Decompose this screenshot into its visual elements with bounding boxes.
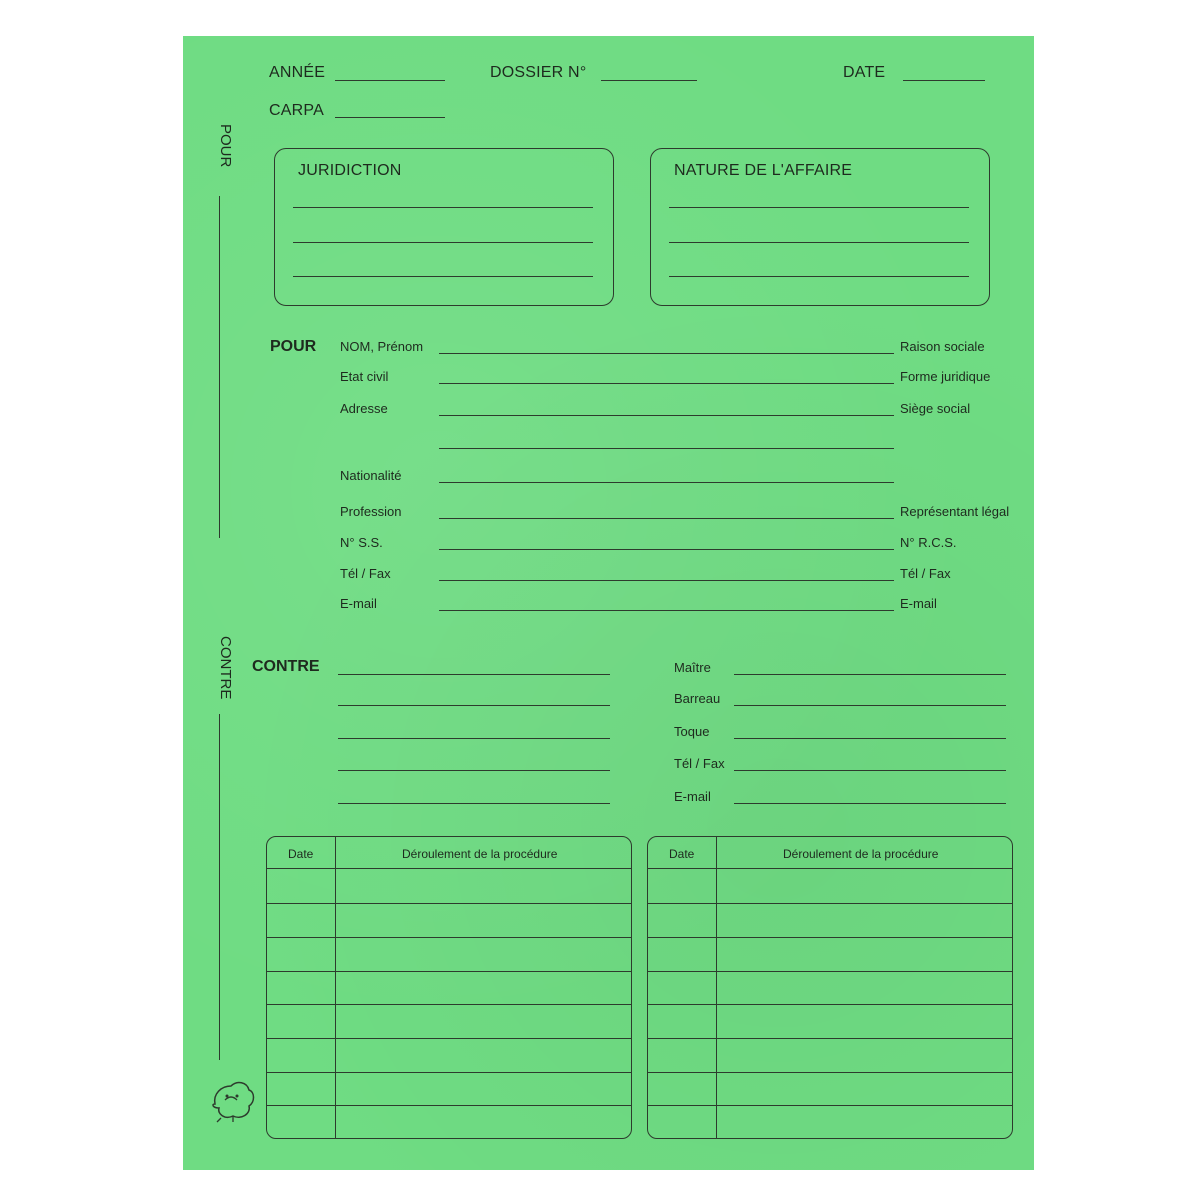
pour-label-representant: Représentant légal — [900, 504, 1010, 519]
contre-line-barreau[interactable] — [734, 705, 1006, 706]
carpa-line[interactable] — [335, 117, 445, 118]
pour-line-nom[interactable] — [439, 353, 894, 354]
contre-label-tel: Tél / Fax — [674, 756, 725, 771]
spine-line-lower — [219, 714, 220, 1060]
pour-line-nationalite[interactable] — [439, 482, 894, 483]
pour-label-forme: Forme juridique — [900, 369, 991, 384]
spine-pour-label: POUR — [217, 124, 234, 168]
pour-label-etat: Etat civil — [340, 369, 389, 384]
table-row-line — [648, 1072, 1012, 1073]
table-row-line — [267, 903, 631, 904]
table-row-line — [648, 868, 1012, 869]
table-row-line — [648, 937, 1012, 938]
table-row-line — [267, 1105, 631, 1106]
date-label: DATE — [843, 64, 886, 81]
pour-label-tel: Tél / Fax — [340, 566, 391, 581]
contre-line-maitre[interactable] — [734, 674, 1006, 675]
dossier-line[interactable] — [601, 80, 697, 81]
table-column-divider — [716, 837, 717, 1138]
table-row-line — [267, 1038, 631, 1039]
table-header-date: Date — [669, 847, 695, 861]
annee-line[interactable] — [335, 80, 445, 81]
contre-line[interactable] — [338, 674, 610, 675]
juridiction-title: JURIDICTION — [298, 162, 402, 179]
procedure-table-left — [266, 836, 632, 1139]
nature-box — [650, 148, 990, 306]
table-row-line — [267, 971, 631, 972]
pour-label-profession: Profession — [340, 504, 402, 519]
pour-line-email[interactable] — [439, 610, 894, 611]
contre-label-email: E-mail — [674, 789, 711, 804]
table-row-line — [648, 1004, 1012, 1005]
brand-leaf-logo-icon — [207, 1074, 259, 1126]
table-header-procedure: Déroulement de la procédure — [402, 847, 558, 861]
nature-title: NATURE DE L'AFFAIRE — [674, 162, 853, 179]
juridiction-line[interactable] — [293, 242, 593, 243]
nature-line[interactable] — [669, 207, 969, 208]
juridiction-line[interactable] — [293, 207, 593, 208]
pour-label-email-right: E-mail — [900, 596, 937, 611]
nature-line[interactable] — [669, 242, 969, 243]
pour-line-etat[interactable] — [439, 383, 894, 384]
pour-label-nom: NOM, Prénom — [340, 339, 424, 354]
contre-label-maitre: Maître — [674, 660, 711, 675]
contre-title: CONTRE — [252, 658, 320, 675]
table-header-procedure: Déroulement de la procédure — [783, 847, 939, 861]
table-row-line — [267, 868, 631, 869]
contre-line-tel[interactable] — [734, 770, 1006, 771]
contre-line[interactable] — [338, 705, 610, 706]
juridiction-line[interactable] — [293, 276, 593, 277]
contre-line[interactable] — [338, 738, 610, 739]
pour-label-email: E-mail — [340, 596, 377, 611]
pour-label-nationalite: Nationalité — [340, 468, 402, 483]
date-line[interactable] — [903, 80, 985, 81]
juridiction-box — [274, 148, 614, 306]
pour-label-adresse: Adresse — [340, 401, 388, 416]
table-row-line — [267, 1004, 631, 1005]
pour-line-ss[interactable] — [439, 549, 894, 550]
contre-line-toque[interactable] — [734, 738, 1006, 739]
pour-label-ss: N° S.S. — [340, 535, 383, 550]
contre-line-email[interactable] — [734, 803, 1006, 804]
table-row-line — [648, 1105, 1012, 1106]
spine-contre-label: CONTRE — [217, 636, 234, 700]
table-row-line — [267, 937, 631, 938]
contre-line[interactable] — [338, 770, 610, 771]
carpa-label: CARPA — [269, 102, 324, 119]
pour-line-profession[interactable] — [439, 518, 894, 519]
pour-line-adresse[interactable] — [439, 415, 894, 416]
contre-label-barreau: Barreau — [674, 691, 721, 706]
pour-label-rcs: N° R.C.S. — [900, 535, 957, 550]
contre-label-toque: Toque — [674, 724, 710, 739]
table-row-line — [648, 971, 1012, 972]
contre-line[interactable] — [338, 803, 610, 804]
pour-line-tel[interactable] — [439, 580, 894, 581]
pour-label-siege: Siège social — [900, 401, 971, 416]
pour-title: POUR — [270, 338, 317, 355]
pour-line-adresse-2[interactable] — [439, 448, 894, 449]
procedure-table-right — [647, 836, 1013, 1139]
table-row-line — [267, 1072, 631, 1073]
dossier-label: DOSSIER N° — [490, 64, 587, 81]
nature-line[interactable] — [669, 276, 969, 277]
table-row-line — [648, 1038, 1012, 1039]
table-header-date: Date — [288, 847, 314, 861]
spine-line-upper — [219, 196, 220, 538]
pour-label-raison: Raison sociale — [900, 339, 985, 354]
table-row-line — [648, 903, 1012, 904]
pour-label-tel-right: Tél / Fax — [900, 566, 951, 581]
document-folder — [183, 36, 1034, 1170]
table-column-divider — [335, 837, 336, 1138]
annee-label: ANNÉE — [269, 64, 326, 81]
